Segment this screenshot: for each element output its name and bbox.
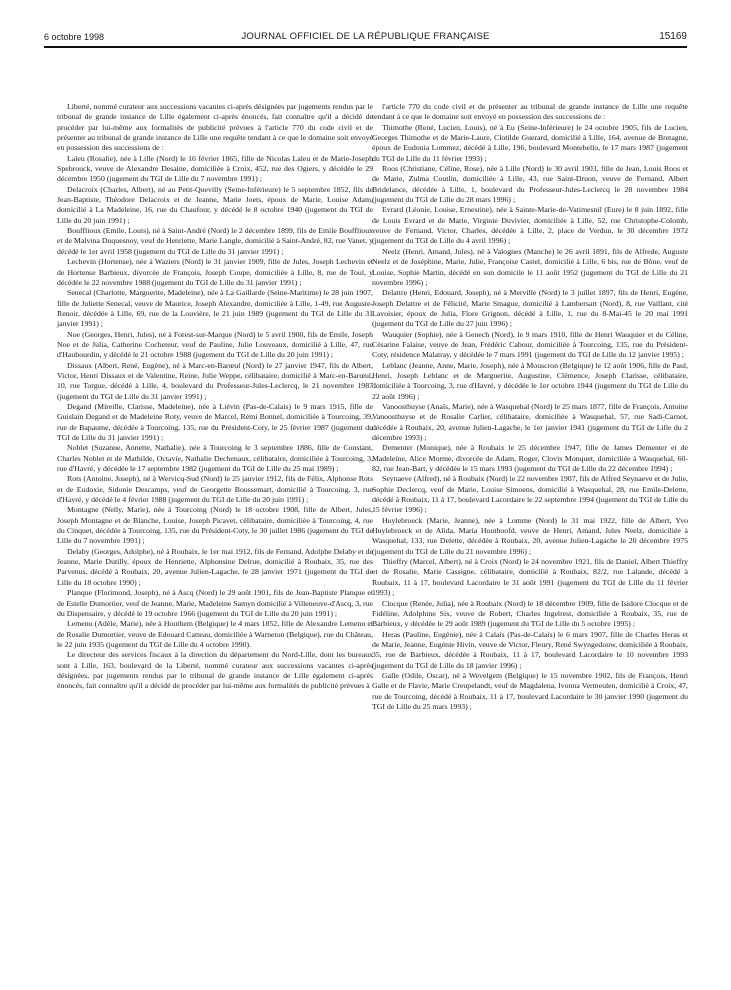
notice-paragraph: Thieffry (Marcel, Albert), né à Croix (Nord) le 24 novembre 1921, fils de Daniel, Albert Thieffry et de Rosalie, Marie Cassigne, célibataire, domicilié à Roubaix, 82/2, rue Lalande, décédé à Roubaix, 11 à 17, boulevard Lacordaire le 31 août 1991 (jugement du TGI de Lille du 11 février 1993) ; [372, 557, 688, 598]
page-number: 15169 [659, 31, 687, 42]
notice-paragraph: Delacroix (Charles, Albert), né au Petit-Quevilly (Seine-Inférieure) le 5 septembre 1852, fils de Jean-Baptiste, Théodore Delacroix et de Jeanne, Marie Joets, époux de Marie, Louise Adam, domicilié à La Madeleine, 16, rue du Chaufour, y décédé le 8 octobre 1940 (jugement du TGI de Lille du 20 juin 1991) ; [57, 184, 373, 225]
notice-paragraph: l'article 770 du code civil et de présenter au tribunal de grande instance de Lille une requête tendant à ce que le domaine soit envoyé en possession des successions de : [372, 102, 688, 122]
notice-paragraph: Dementer (Monique), née à Roubaix le 25 décembre 1947, fille de James Dementer et de Madeleine, Alice Morme, divorcée de Adam, Roger, Clovis Monquet, domiciliée à Wasquehal, 60-82, rue Jean-Bart, y décédée le 15 mars 1993 (jugement du TGI de Lille du 22 décembre 1994) ; [372, 443, 688, 474]
notice-paragraph: Rots (Antoine, Joseph), né à Wervicq-Sud (Nord) le 25 janvier 1912, fils de Félix, Alphonse Rots et de Eudoxie, Sidonie Descamps, veuf de Georgette Boussemart, domicilié à Tourcoing, 3, rue d'Havré, y décédé le 4 février 1988 (jugement du TGI de Lille du 20 juin 1991) ; [57, 474, 373, 505]
notice-paragraph: Senecal (Charlotte, Marguerite, Madeleine), née à La Gaillarde (Seine-Maritime) le 28 juin 1907, fille de Juliette Senecal, veuve de Maurice, Joseph Alexandre, domiciliée à Lille, 1-49, rue Auguste-Renoir, décédée à Lille, 69, rue de la Louvière, le 21 juin 1989 (jugement du TGI de Lille du 31 janvier 1991) ; [57, 288, 373, 329]
notice-paragraph: Noblet (Suzanne, Annette, Nathalie), née à Tourcoing le 3 septembre 1886, fille de Constant, Charles Noblet et de Mathilde, Octavie, Nathalie Dechenaux, célibataire, domiciliée à Tourcoing, 3, rue d'Havré, y décédée le 17 septembre 1982 (jugement du TGI de Lille du 25 mai 1989) ; [57, 443, 373, 474]
notice-paragraph: Liberté, nommé curateur aux successions vacantes ci-après désignées par jugements rendus par le tribunal de grande instance de Lille également ci-après énoncés, fait connaître qu'il a décidé de procéder par lui-même aux formalités de publicité prévues à l'article 770 du code civil et de présenter au tribunal de grande instance de Lille une requête tendant à ce que le domaine soit envoyé en possession des successions de : [57, 102, 373, 153]
notice-paragraph: Laleu (Rosalie), née à Lille (Nord) le 16 février 1865, fille de Nicolas Laleu et de Marie-Joseph Spebrouck, veuve de Alexandre Desaine, domiciliée à Croix, 452, rue des Ogiers, y décédée le 29 décembre 1950 (jugement du TGI de Lille du 7 novembre 1991) ; [57, 153, 373, 184]
notice-paragraph: Le directeur des services fiscaux à la direction du département du Nord-Lille, dont les bureaux sont à Lille, 163, boulevard de la Liberté, nommé curateur aux successions vacantes ci-après désignées, par jugements rendus par le tribunal de grande instance de Lille également ci-après énoncés, fait connaître qu'il a décidé de procéder par lui-même aux formalités de publicité prévues à [57, 650, 373, 691]
issue-date: 6 octobre 1998 [44, 32, 105, 42]
notice-paragraph: Vanoosthuyse (Anaïs, Marie), née à Wasquehal (Nord) le 25 mars 1877, fille de François, Antoine Vanoosthuyse et de Rosalie Carlier, célibataire, domiciliée à Wasquehal, 57, rue Sadi-Carnot, décédée à Roubaix, 20, avenue Julien-Lagache, le 1er janvier 1941 (jugement du TGI de Lille du 2 décembre 1993) ; [372, 401, 688, 442]
notice-paragraph: Montagne (Nelly, Marie), née à Tourcoing (Nord) le 18 octobre 1908, fille de Albert, Jules, Joseph Montagne et de Blanche, Louise, Joseph Picavet, célibataire, domiciliée à Tourcoing, 4, rue du Cinquet, décédée à Tourcoing, 135, rue du Président-Coty, le 30 juillet 1986 (jugement du TGI de Lille du 7 novembre 1991) ; [57, 505, 373, 546]
notice-paragraph: Roos (Christiane, Céline, Rose), née à Lille (Nord) le 30 avril 1903, fille de Jean, Louis Roos et de Marie, Zulma Coutlin, domiciliée à Lille, 43, rue Saint-Druon, veuve de Fernand, Albert Bridelance, décédée à Lille, 1, boulevard du Professeur-Jules-Leclercq le 28 novembre 1984 (jugement du TGI de Lille du 28 mars 1996) ; [372, 164, 688, 205]
notice-paragraph: Thimothe (René, Lucien, Louis), né à Eu (Seine-Inférieure) le 24 octobre 1905, fils de Lucien, Georges Thimothe et de Marie-Laure, Clotilde Guerard, domicilié à Lille, 164, avenue de Bretagne, époux de Eudonia Lommez, décédé à Lille, 196, boulevard Montebello, le 17 mars 1987 (jugement du TGI de Lille du 11 février 1993) ; [372, 122, 688, 163]
notice-paragraph: Degand (Mireille, Clarisse, Madeleine), née à Liévin (Pas-de-Calais) le 9 mars 1915, fille de Guislain Degand et de Madeleine Roty, veuve de Marcel, Rémi Bonnel, domiciliée à Tourcoing, 39, rue de Bapaume, décédée à Tourcoing, 135, rue du Président-Coty, le 25 février 1987 (jugement du TGI de Lille du 31 janvier 1991) ; [57, 401, 373, 442]
page-header [44, 28, 687, 46]
notice-paragraph: Delaby (Georges, Adolphe), né à Roubaix, le 1er mai 1912, fils de Fernand, Adolphe Delaby et de Jeanne, Marie Dutilly, époux de Henriette, Alphonsine Delrue, domicilié à Roubaix, 35, rue des Parvenus, décédé à Roubaix, 20, avenue Julien-Lagache, le 28 janvier 1971 (jugement du TGI de Lille du 18 octobre 1990) ; [57, 546, 373, 587]
notice-paragraph: Huylebroeck (Marie, Jeanne), née à Lomme (Nord) le 31 mai 1922, fille de Albert, Yvo Huylebroeck et de Alida, Maria Houthoofd, veuve de Henri, Amand, Jules Neelz, domiciliée à Wasquehal, 133, rue Delette, décédée à Roubaix, 20, avenue Julien-Lagache le 20 décembre 1975 (jugement du TGI de Lille du 21 novembre 1996) ; [372, 515, 688, 556]
notice-paragraph: Heras (Pauline, Eugénie), née à Calais (Pas-de-Calais) le 6 mars 1907, fille de Charles Heras et de Marie, Jeanne, Eugénie Hivin, veuve de Victor, Fleury, René Swyngedouw, domiciliée à Roubaix, 35, rue de Barbieux, décédée à Roubaix, 11 à 17, boulevard Lacordaire le 10 novembre 1993 (jugement du TGI de Lille du 18 janvier 1996) ; [372, 629, 688, 670]
notice-paragraph: Leblanc (Jeanne, Anne, Marie, Joseph), née à Mouscron (Belgique) le 12 août 1906, fille de Paul, Henri, Joseph Leblanc et de Marguerite, Augustine, Clémence, Joseph Clarisse, célibataire, domiciliée à Tourcoing, 3, rue d'Havré, y décédée le 1er octobre 1944 (jugement du TGI de Lille du 22 août 1996) ; [372, 360, 688, 401]
notice-paragraph: Boufflioux (Emile, Louis), né à Saint-André (Nord) le 2 décembre 1899, fils de Emile Boufflioux et de Malvina Duquesnoy, veuf de Henriette, Marie Langle, domicilié à Saint-André, 82, rue Vanet, y décédé le 1er avril 1958 (jugement du TGI de Lille du 31 janvier 1991) ; [57, 226, 373, 256]
notice-paragraph: Clocque (Renée, Julia), née à Roubaix (Nord) le 18 décembre 1909, fille de Isidore Clocque et de Fidéline, Adolphine Six, veuve de Robert, Charles Ingelrest, domiciliée à Roubaix, 35, rue de Barbieux, y décédée le 29 août 1989 (jugement du TGI de Lille du 5 octobre 1995) ; [372, 598, 688, 629]
notice-paragraph: Lemenu (Adèle, Marie), née à Houthem (Belgique) le 4 mars 1852, fille de Alexandre Lemenu et de Rosalie Dumortier, veuve de Edouard Catteau, domiciliée à Warneton (Belgique), rue du Château, le 22 juin 1935 (jugement du TGI de Lille du 4 octobre 1990). [57, 619, 373, 649]
notice-paragraph: Delattre (Henri, Edouard, Joseph), né à Merville (Nord) le 3 juillet 1897, fils de Henri, Eugène, Joseph Delattre et de Félicité, Marie Smague, domicilié à Lambersart (Nord), 8, rue Vaillant, cité Lavoisier, époux de Julia, Flore Grignon, décédé à Lille, 1, rue du 8-Mai-45 le 20 mai 1991 (jugement du TGI de Lille du 27 juin 1996) ; [372, 288, 688, 329]
journal-title: JOURNAL OFFICIEL DE LA RÉPUBLIQUE FRANÇAISE [241, 31, 490, 42]
notice-paragraph: Evrard (Léonie, Louise, Ernestine), née à Sainte-Marie-de-Vatimesnil (Eure) le 8 juin 1892, fille de Louis Evrard et de Marie, Virginie Duvivier, domiciliée à Lille, 52, rue Christophe-Colomb, veuve de Fernand, Victor, Charles, décédée à Lille, 2, place de Verdun, le 30 décembre 1972 (jugement du TGI de Lille du 4 avril 1996) ; [372, 205, 688, 246]
notice-paragraph: Planque (Florimond, Joseph), né à Ascq (Nord) le 29 août 1901, fils de Jean-Baptiste Planque et de Estelle Dumortier, veuf de Jeanne, Marie, Madeleine Samyn domicilié à Villeneuve-d'Ascq, 3, rue du Dispensaire, y décédé le 19 octobre 1966 (jugement du TGI de Lille du 20 juin 1991) ; [57, 588, 373, 618]
notice-paragraph: Lechevin (Hortense), née à Waziers (Nord) le 31 janvier 1909, fille de Jules, Joseph Lechevin et de Hortense Barbieux, divorcée de François, Joseph Coupe, domiciliée à Lille, 8, rue de Toul, y décédée le 22 novembre 1988 (jugement du TGI de Lille du 31 janvier 1991) ; [57, 257, 373, 287]
notice-paragraph: Neelz (Henri, Amand, Jules), né à Valognes (Manche) le 26 avril 1891, fils de Alfrede, Auguste Neelz et de Joséphine, Marie, Julie, Françoise Castel, domicilié à Lille, 6 bis, rue de Bône, veuf de Louise, Sophie Martin, décédé en son domicile le 11 août 1952 (jugement du TGI de Lille du 21 novembre 1996) ; [372, 246, 688, 287]
header-rule [44, 46, 687, 48]
notice-paragraph: Galle (Odile, Oscar), né à Wevelgem (Belgique) le 15 novembre 1902, fils de François, Henri Galle et de Flavie, Marie Creupelandt, veuf de Magdalena, Ivonna Vermeulen, domicilié à Croix, 47, rue de Tourcoing, décédé à Roubaix, 11 à 17, boulevard Lacordaire le 30 janvier 1990 (jugement du TGI de Lille du 25 mars 1993) ; [372, 670, 688, 711]
right-column [372, 102, 688, 712]
notice-paragraph: Dissaux (Albert, René, Eugène), né à Marc-en-Barœul (Nord) le 27 janvier 1947, fils de Albert, Victor, Henri Dissaux et de Valentine, Reine, Julie Weppe, célibataire, domicilié à Marc-en-Barœul, 10, rue Torgue, décédé à Lille, 4, boulevard du Professeur-Jules-Leclercq, le 21 novembre 1987 (jugement du TGI de Lille du 31 janvier 1991) ; [57, 360, 373, 401]
notice-paragraph: Wauquier (Sophie), née à Genech (Nord), le 9 mars 1910, fille de Henri Wauquier et de Céline, Césarine Falaise, veuve de Jean, Frédéric Cabour, domiciliée à Tourcoing, 135, rue du Président-Coty, résidence Malatray, y décédée le 7 mars 1991 (jugement du TGI de Lille du 12 janvier 1995) ; [372, 329, 688, 360]
notice-paragraph: Noe (Georges, Henri, Jules), né à Forest-sur-Marque (Nord) le 5 avril 1900, fils de Emile, Joseph Noe et de Julia, Catherine Cocheteur, veuf de Pauline, Julie Louveaux, domicilié à Lille, 47, rue d'Haubourdin, y décédé le 21 octobre 1988 (jugement du TGI de Lille du 20 juin 1991) ; [57, 329, 373, 360]
notice-paragraph: Seynaeve (Alfred), né à Roubaix (Nord) le 22 novembre 1907, fils de Alfred Seynaeve et de Julie, Sophie Declercq, veuf de Marie, Louise Simoens, domicilié à Wasquehal, 28, rue Emile-Delette, décédé à Roubaix, 11 à 17, boulevard Lacordaire le 22 septembre 1994 (jugement du TGI de Lille du 15 février 1996) ; [372, 474, 688, 515]
left-column [57, 102, 373, 692]
